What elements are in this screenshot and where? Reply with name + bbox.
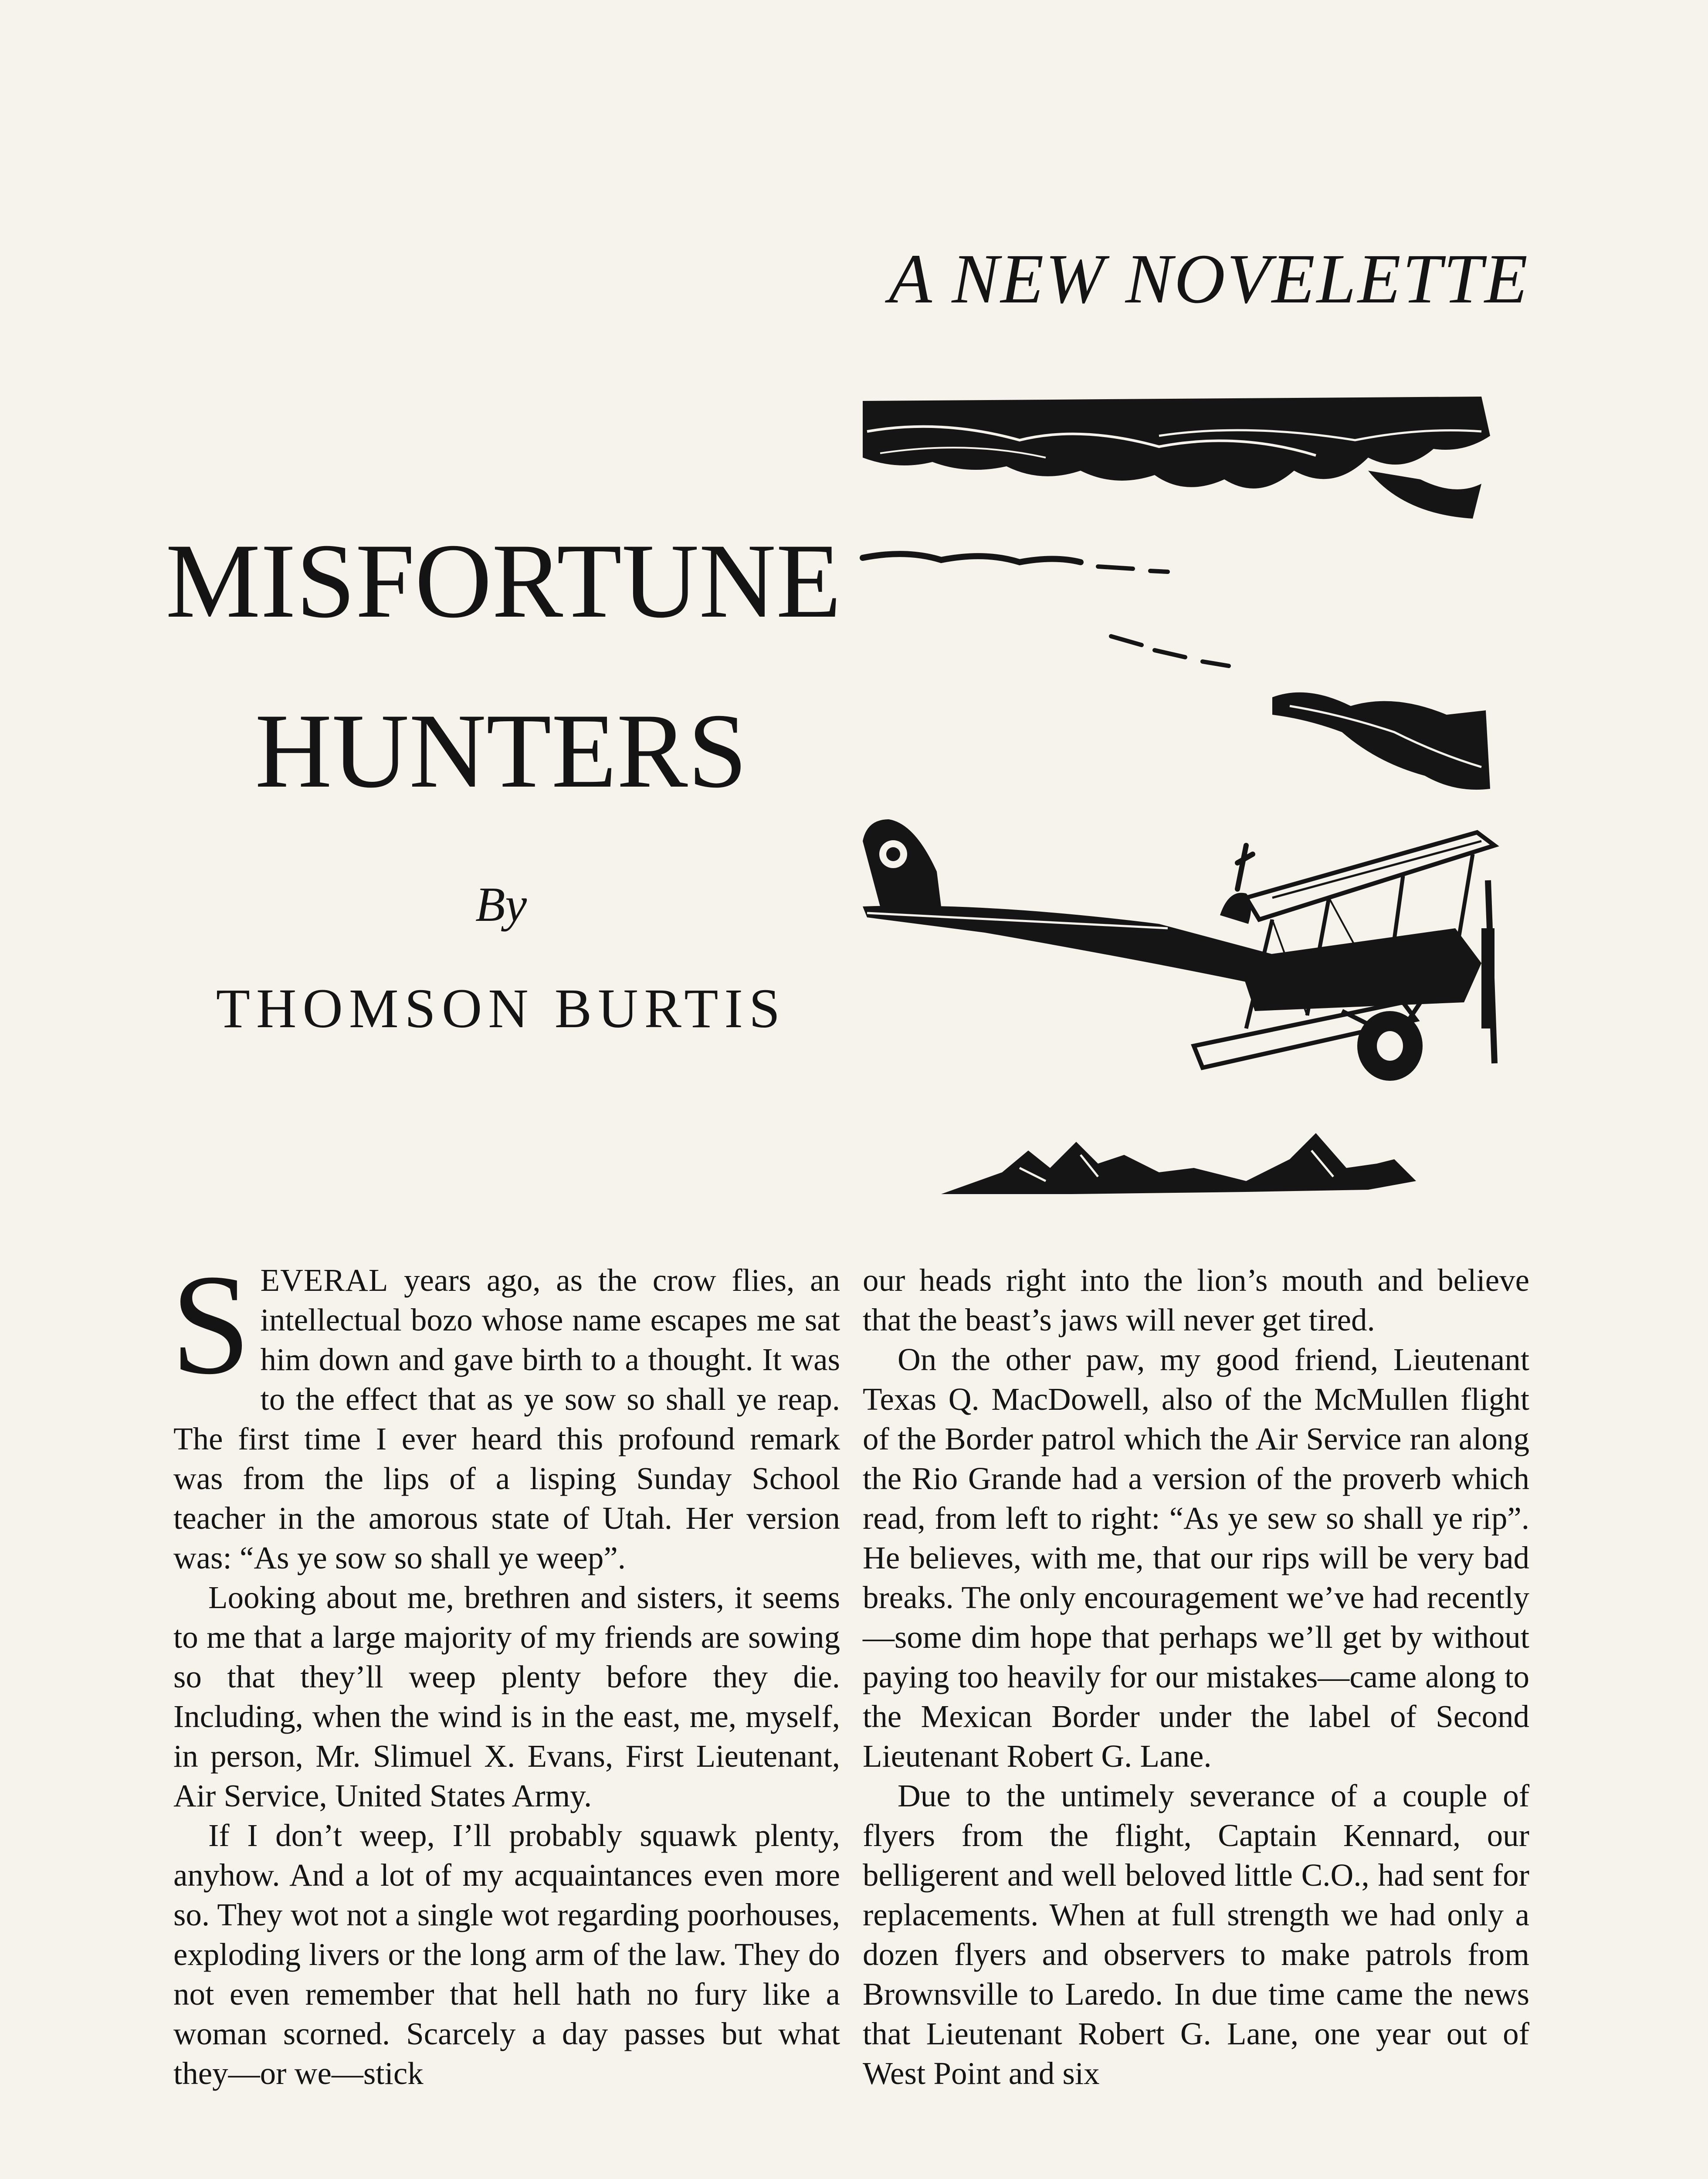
paragraph: Looking about me, brethren and sisters, it seems to me that a large majority of my friends are sowing so that they’ll weep plenty before they die. Including, when the wind is in the east, me, myself, in person, Mr. Slimuel X. Evans, First Lieutenant, Air Service, United States Army. xyxy=(173,1580,840,1813)
biplane-illustration xyxy=(854,384,1525,1198)
story-title-line-2: HUNTERS xyxy=(255,692,747,810)
article-column-right xyxy=(863,1260,1529,2093)
drop-cap: S xyxy=(171,1245,251,1404)
pilot xyxy=(1220,893,1251,924)
lead-word: EVERAL xyxy=(260,1263,389,1298)
kicker: A NEW NOVELETTE xyxy=(888,240,1529,318)
paragraph xyxy=(171,1245,840,1578)
biplane xyxy=(863,819,1494,1081)
paragraph: If I don’t weep, I’ll probably squawk plenty, anyhow. And a lot of my acquaintances even more so. They wot not a single wot regarding poorhouses, exploding livers or the long arm of the law. They do not even remember that hell hath no fury like a woman scorned. Scarcely a day passes but what they—or we—stick xyxy=(173,1818,840,2091)
mountain-ridge xyxy=(941,1133,1416,1194)
author-name: THOMSON BURTIS xyxy=(216,977,786,1039)
story-title-line-1: MISFORTUNE xyxy=(166,522,841,640)
paragraph-text: years ago, as the crow flies, an intellectual bozo whose name escapes me sat him down and gave birth to a thought. It was to the effect that as ye sow so shall ye reap. The first time I ever heard this profound remark was from the lips of a lisping Sunday School teacher in the amorous state of Utah. Her version was: “As ye sow so shall ye weep”. xyxy=(173,1263,840,1575)
paragraph: On the other paw, my good friend, Lieutenant Texas Q. MacDowell, also of the McMullen flight of the Border patrol which the Air Service ran along the Rio Grande had a version of the proverb which read, from left to right: “As ye sew so shall ye rip”. He believes, with me, that our rips will be very bad breaks. The only encouragement we’ve had recently—some dim hope that perhaps we’ll get by without paying too heavily for our mistakes—came along to the Mexican Border under the label of Second Lieutenant Robert G. Lane. xyxy=(863,1342,1529,1774)
byline: By xyxy=(475,878,527,932)
article-column-left xyxy=(171,1245,840,2093)
paragraph: our heads right into the lion’s mouth and believe that the beast’s jaws will never get tired. xyxy=(863,1263,1529,1337)
paragraph: Due to the untimely severance of a couple of flyers from the flight, Captain Kennard, our belligerent and well beloved little C.O., had sent for replacements. When at full strength we had only a dozen flyers and observers to make patrols from Brownsville to Laredo. In due time came the news that Lieutenant Robert G. Lane, one year out of West Point and six xyxy=(863,1778,1529,2091)
